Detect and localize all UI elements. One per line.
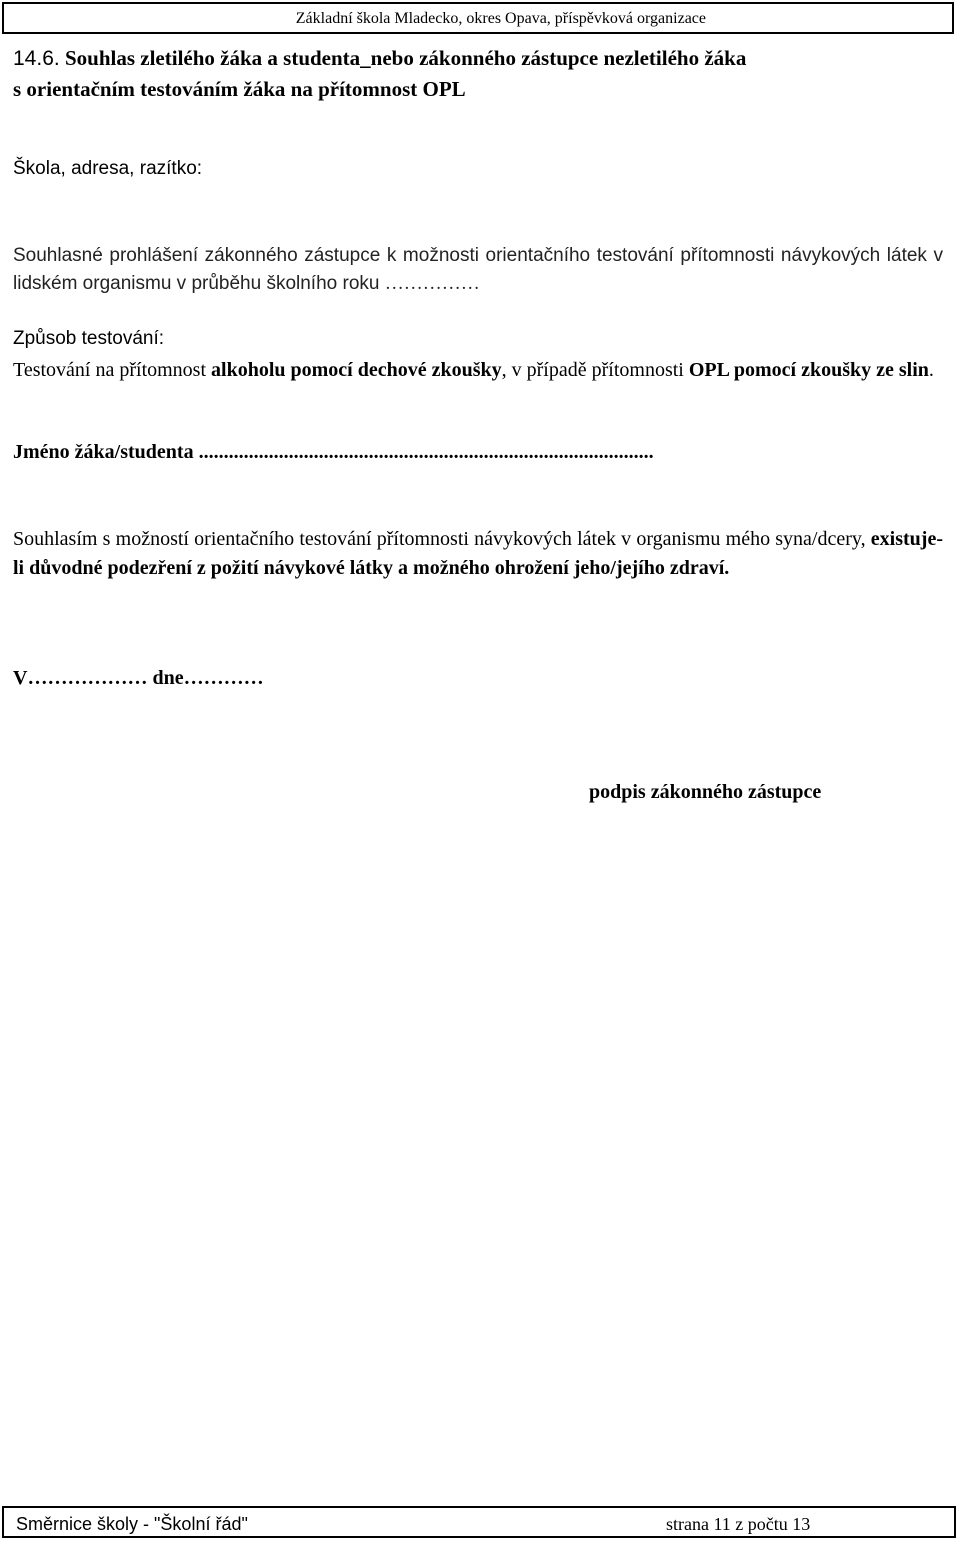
place-date-field: V……………… dne………… <box>13 667 264 689</box>
method-text-1: Testování na přítomnost <box>13 359 212 381</box>
school-name: Základní škola Mladecko, okres Opava, příspěvková organizace <box>295 10 706 27</box>
method-label: Způsob testování: <box>13 328 165 349</box>
page-footer <box>2 1506 956 1538</box>
footer-page-number: strana 11 z počtu 13 <box>666 1514 811 1534</box>
declaration-text: Souhlasné prohlášení zákonného zástupce k možnosti orientačního testování přítomnosti návykových látek v lidském organismu v průběhu školního roku <box>13 245 943 294</box>
section-title <box>13 43 943 104</box>
title-line-1 <box>13 43 943 74</box>
method-bold-1: alkoholu pomocí dechové zkoušky <box>211 359 502 381</box>
method-text-2: , v případě přítomnosti <box>501 359 689 381</box>
section-number: 14.6. <box>13 47 60 70</box>
method-text-3: . <box>928 359 934 381</box>
consent-text: Souhlasím s možností orientačního testování přítomnosti návykových látek v organismu mého syna/dcery, <box>13 528 871 550</box>
signature-label: podpis zákonného zástupce <box>589 781 822 803</box>
consent-paragraph <box>13 525 943 583</box>
school-year-blank: …………… <box>384 273 480 294</box>
method-paragraph <box>13 356 943 385</box>
consent-bold: existuje-li důvodné podezření z požití návykové látky a možného ohrožení jeho/jejího zdraví. <box>13 528 943 579</box>
student-name-field: Jméno žáka/studenta ........................................................................................... <box>13 441 654 463</box>
page-header <box>2 2 954 34</box>
title-text-1: Souhlas zletilého žáka a studenta_nebo zákonného zástupce nezletilého žáka <box>64 46 747 70</box>
school-address-field: Škola, adresa, razítko: <box>13 158 203 179</box>
method-bold-2: OPL pomocí zkoušky ze slin <box>688 359 929 381</box>
declaration-paragraph <box>13 242 943 298</box>
footer-document-name: Směrnice školy - "Školní řád" <box>16 1514 248 1534</box>
title-line-2: s orientačním testováním žáka na přítomnost OPL <box>13 77 466 101</box>
